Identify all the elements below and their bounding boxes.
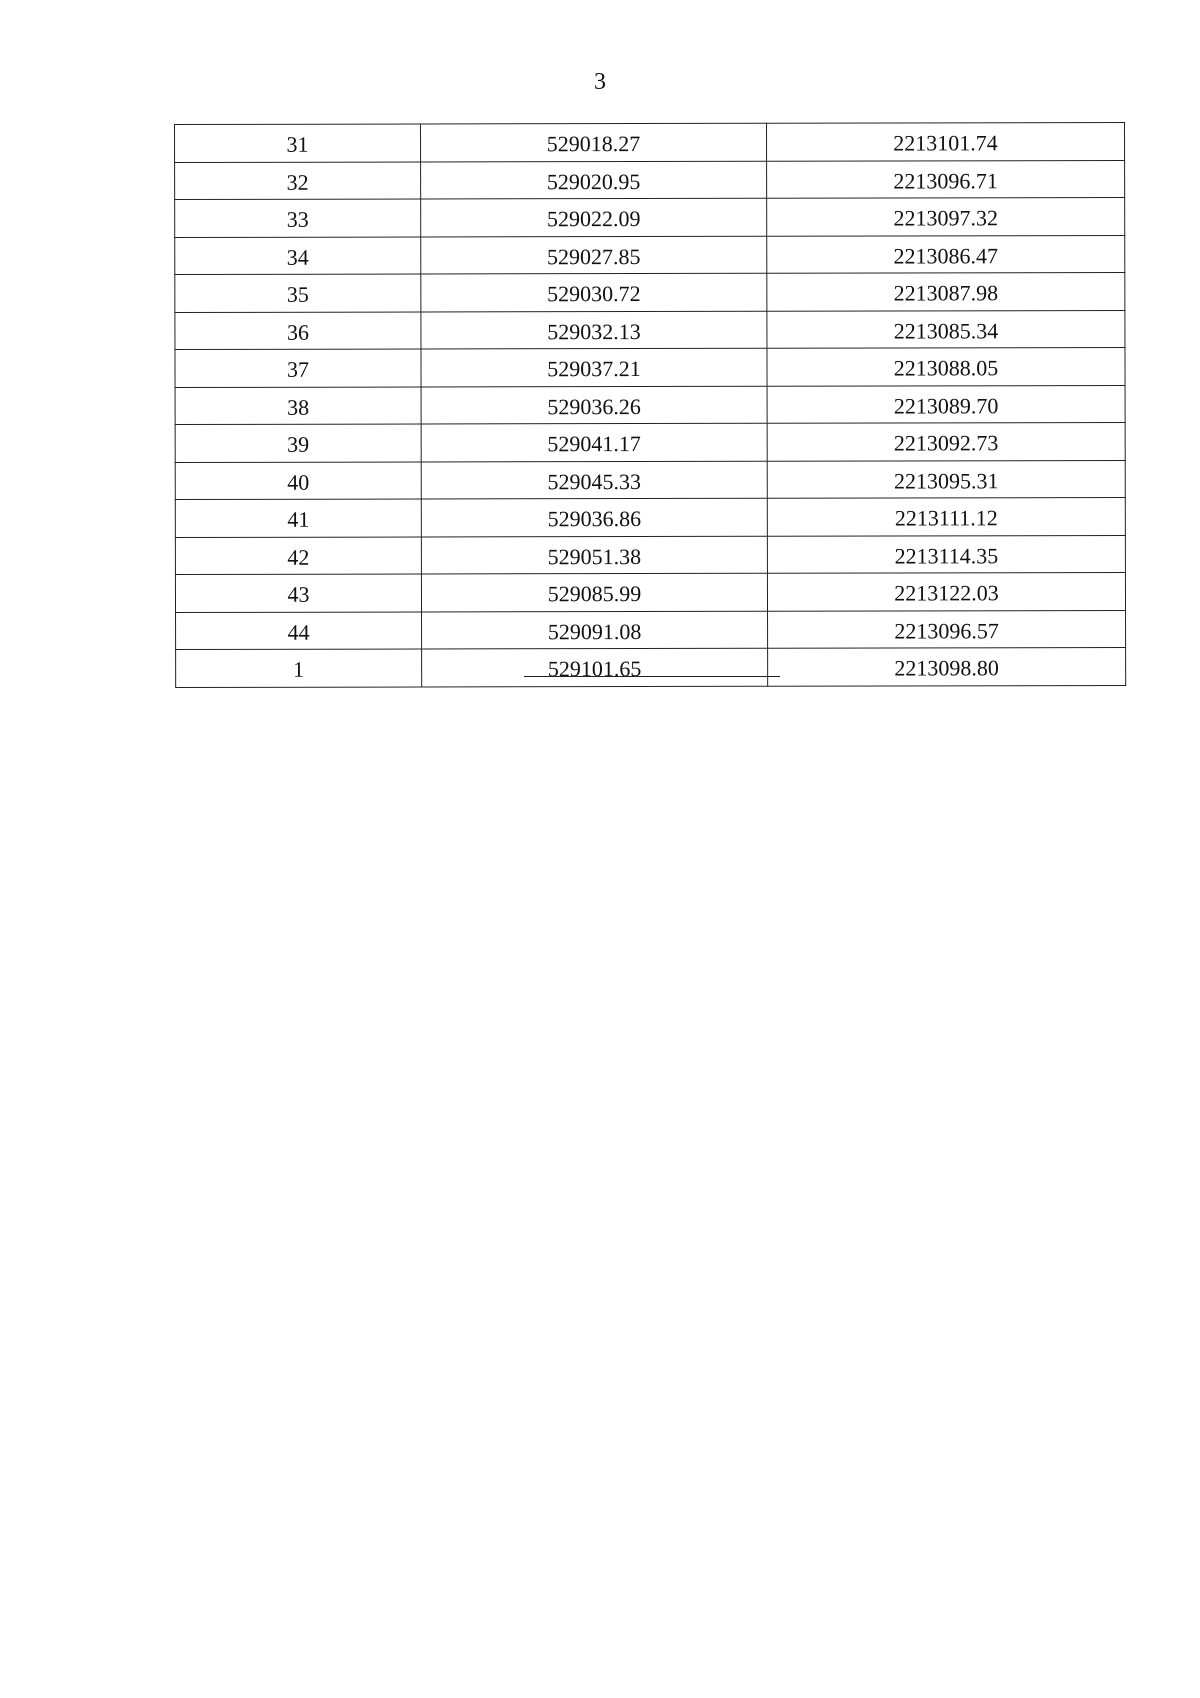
coordinates-table [174,122,1126,687]
x-coordinate-cell: 529085.99 [421,573,767,611]
point-number-cell: 32 [175,161,421,199]
table-row [175,310,1125,349]
y-coordinate-cell: 2213101.74 [766,123,1124,161]
point-number-cell: 35 [175,274,421,312]
point-number-cell: 39 [175,424,421,462]
y-coordinate-cell: 2213114.35 [767,535,1125,573]
y-coordinate-cell: 2213088.05 [767,348,1125,386]
page-number: 3 [594,69,606,95]
table-row [175,573,1125,612]
point-number-cell: 44 [176,611,422,649]
x-coordinate-cell: 529027.85 [421,236,767,274]
x-coordinate-cell: 529018.27 [421,123,767,161]
y-coordinate-cell: 2213111.12 [767,498,1125,536]
table-row [175,385,1125,424]
x-coordinate-cell: 529091.08 [422,611,768,649]
x-coordinate-cell: 529036.26 [421,386,767,424]
x-coordinate-cell: 529051.38 [421,536,767,574]
point-number-cell: 41 [175,499,421,537]
point-number-cell: 37 [175,349,421,387]
y-coordinate-cell: 2213097.32 [767,198,1125,236]
x-coordinate-cell: 529022.09 [421,198,767,236]
x-coordinate-cell: 529041.17 [421,423,767,461]
point-number-cell: 40 [175,461,421,499]
x-coordinate-cell: 529037.21 [421,348,767,386]
x-coordinate-cell: 529020.95 [421,161,767,199]
x-coordinate-cell: 529101.65 [422,648,768,686]
point-number-cell: 36 [175,311,421,349]
point-number-cell: 1 [176,649,422,687]
y-coordinate-cell: 2213092.73 [767,423,1125,461]
table-row [175,235,1125,274]
x-coordinate-cell: 529030.72 [421,273,767,311]
point-number-cell: 42 [175,536,421,574]
table-row [175,198,1125,237]
table-row [176,648,1126,687]
end-of-document-rule [524,676,780,677]
y-coordinate-cell: 2213096.71 [767,160,1125,198]
table-row [175,160,1125,199]
y-coordinate-cell: 2213085.34 [767,310,1125,348]
table-row [176,610,1126,649]
point-number-cell: 33 [175,199,421,237]
y-coordinate-cell: 2213096.57 [768,610,1126,648]
y-coordinate-cell: 2213087.98 [767,273,1125,311]
y-coordinate-cell: 2213089.70 [767,385,1125,423]
point-number-cell: 34 [175,236,421,274]
x-coordinate-cell: 529032.13 [421,311,767,349]
y-coordinate-cell: 2213095.31 [767,460,1125,498]
point-number-cell: 38 [175,386,421,424]
table-row [175,498,1125,537]
point-number-cell: 43 [175,574,421,612]
table-row [175,273,1125,312]
x-coordinate-cell: 529036.86 [421,498,767,536]
table-row [175,423,1125,462]
y-coordinate-cell: 2213098.80 [768,648,1126,686]
table-row [175,535,1125,574]
point-number-cell: 31 [175,124,421,162]
table-row [175,460,1125,499]
x-coordinate-cell: 529045.33 [421,461,767,499]
table-row [175,123,1125,162]
y-coordinate-cell: 2213086.47 [767,235,1125,273]
table-row [175,348,1125,387]
y-coordinate-cell: 2213122.03 [767,573,1125,611]
